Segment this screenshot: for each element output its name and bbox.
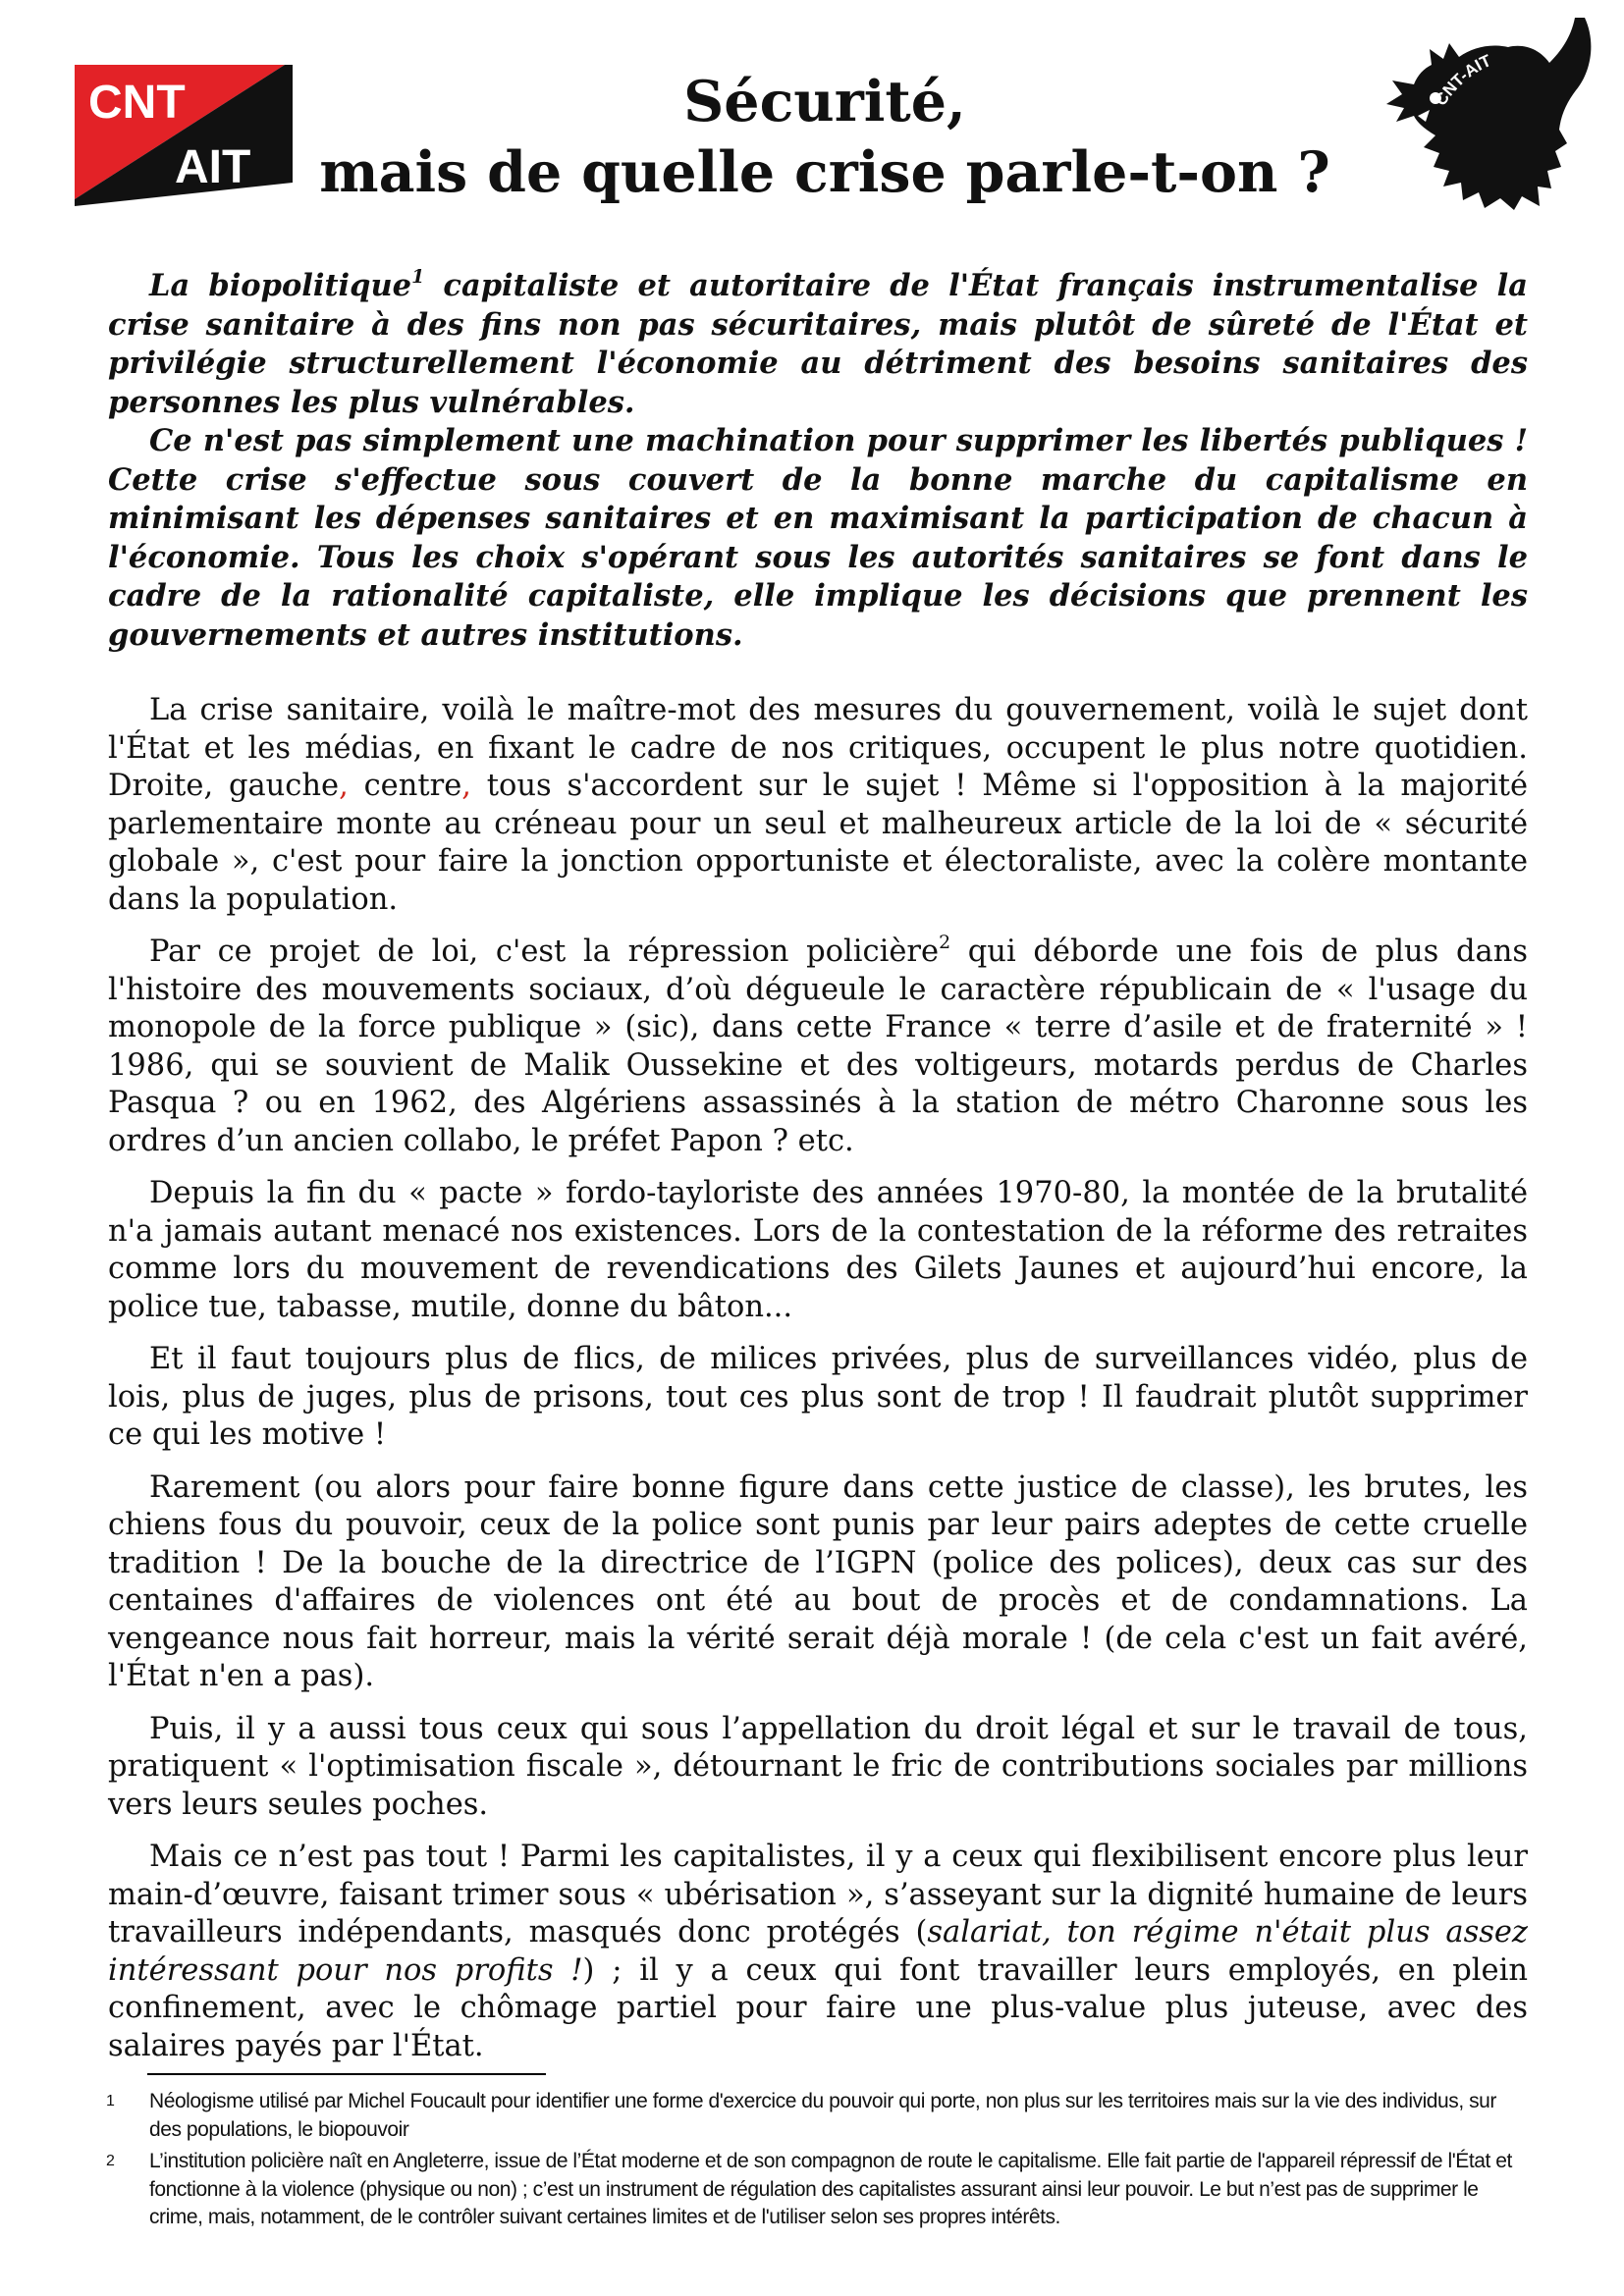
body-text: Par ce projet de loi, c'est la répression policière bbox=[149, 934, 940, 969]
body-paragraph-3: Depuis la fin du « pacte » fordo-tayloriste des années 1970-80, la montée de la brutalité n'a jamais autant menacé nos existences. Lors de la contestation de la réforme des retraites comme lors du mouvement de revendications des Gilets Jaunes et aujourd’hui encore, la police tue, tabasse, mutile, donne du bâton... bbox=[108, 1176, 1528, 1324]
highlighted-comma: , bbox=[339, 769, 349, 803]
body-paragraph-2 bbox=[108, 931, 1528, 1160]
footnote-1 bbox=[106, 2088, 1532, 2144]
cat-silhouette bbox=[1386, 18, 1591, 210]
page-title bbox=[295, 67, 1355, 208]
highlighted-comma: , bbox=[461, 769, 471, 803]
footnotes bbox=[106, 2088, 1532, 2236]
body-text: ) ; il y a ceux qui font travailler leurs employés, en plein confinement, avec le chômage partiel pour faire une plus-value plus juteuse, avec des salaires payés par l'État. bbox=[108, 1952, 1528, 2063]
body-paragraph-7 bbox=[108, 1839, 1528, 2065]
body-emphasis: salariat, ton régime n'était plus assez intéressant pour nos profits ! bbox=[108, 1915, 1528, 1988]
footnote-number: 2 bbox=[106, 2153, 115, 2169]
body-paragraph-1 bbox=[108, 692, 1528, 919]
title-line-1: Sécurité, bbox=[683, 69, 966, 134]
article-content bbox=[108, 267, 1528, 2080]
footnote-2 bbox=[106, 2148, 1532, 2232]
footnote-ref-2: 2 bbox=[939, 931, 951, 953]
intro-text: capitaliste et autoritaire de l'État français instrumentalise la crise sanitaire à des fins non pas sécuritaires, mais plutôt de sûreté de l'État et privilégie structurellement l'économie au détriment des besoins sanitaires des personnes les plus vulnérables. bbox=[108, 268, 1529, 420]
body-text: La crise sanitaire, voilà le maître-mot des mesures du gouvernement, voilà le sujet dont l'État et les médias, en fixant le cadre de nos critiques, occupent le plus notre quotidien. Droite, gauche bbox=[108, 693, 1528, 803]
body-paragraph-5: Rarement (ou alors pour faire bonne figure dans cette justice de classe), les brutes, les chiens fous du pouvoir, ceux de la police sont punis par leur pairs adeptes de cette cruelle tradition ! De la bouche de la directrice de l’IGPN (police des polices), deux cas sur des centaines d'affaires de violences ont été au bout de procès et de condamnations. La vengeance nous fait horreur, mais la vérité serait déjà morale ! (de cela c'est un fait avéré, l'État n'en a pas). bbox=[108, 1469, 1528, 1693]
body-text: Mais ce n’est pas tout ! Parmi les capitalistes, il y a ceux qui flexibilisent encore plus leur main-d’œuvre, faisant trimer sous « ubérisation », s’asseyant sur la dignité humaine de leurs travailleurs indépendants, masqués donc protégés ( bbox=[108, 1840, 1528, 1949]
logo-text-ait: AIT bbox=[175, 141, 251, 193]
footnote-ref-1: 1 bbox=[411, 265, 425, 288]
title-line-2: mais de quelle crise parle-t-on ? bbox=[319, 139, 1330, 205]
logo-text-cnt: CNT bbox=[88, 77, 186, 129]
cat-arc-text: CNT-AIT bbox=[1431, 51, 1494, 110]
footnote-number: 1 bbox=[106, 2093, 115, 2109]
intro-paragraph-2: Ce n'est pas simplement une machination pour supprimer les libertés publiques ! Cette crise s'effectue sous couvert de la bonne marche du capitalisme en minimisant les dépenses sanitaires et en maximisant la participation de chacun à l'économie. Tous les choix s'opérant sous les autorités sanitaires se font dans le cadre de la rationalité capitaliste, elle implique les décisions que prennent les gouvernements et autres institutions. bbox=[108, 423, 1528, 653]
footnote-separator bbox=[147, 2073, 546, 2075]
cnt-ait-flag-logo bbox=[75, 57, 293, 206]
intro-block bbox=[108, 267, 1528, 655]
intro-text: La biopolitique bbox=[149, 268, 412, 303]
body-text: centre bbox=[348, 769, 462, 803]
footnote-text: Néologisme utilisé par Michel Foucault pour identifier une forme d'exercice du pouvoir qui porte, non plus sur les territoires mais sur la vie des individus, sur des populations, le biopouvoir bbox=[149, 2090, 1496, 2141]
body-block bbox=[108, 692, 1528, 2065]
body-paragraph-4: Et il faut toujours plus de flics, de milices privées, plus de surveillances vidéo, plus de lois, plus de juges, plus de prisons, tout ces plus sont de trop ! Il faudrait plutôt supprimer ce qui les motive ! bbox=[108, 1342, 1528, 1452]
intro-paragraph-1 bbox=[108, 267, 1528, 422]
footnote-text: L’institution policière naît en Angleterre, issue de l’État moderne et de son compagnon de route le capitalisme. Elle fait partie de l'appareil répressif de l'État et fonctionne à la violence (physique ou non) ; c’est un instrument de régulation des capitalistes assurant ainsi leur pouvoir. Le but n’est pas de supprimer le crime, mais, notamment, de le contrôler suivant certaines limites et de l'utiliser selon ses propres intérêts. bbox=[149, 2150, 1512, 2228]
body-text: tous s'accordent sur le sujet ! Même si l'opposition à la majorité parlementaire monte au créneau pour un seul et malheureux article de la loi de « sécurité globale », c'est pour faire la jonction opportuniste et électoraliste, avec la colère montante dans la population. bbox=[108, 769, 1528, 917]
black-cat-icon bbox=[1375, 14, 1600, 220]
body-text: qui déborde une fois de plus dans l'histoire des mouvements sociaux, d’où dégueule le caractère républicain de « l'usage du monopole de la force publique » (sic), dans cette France « terre d’asile et de fraternité » ! 1986, qui se souvient de Malik Oussekine et des voltigeurs, motards perdus de Charles Pasqua ? ou en 1962, des Algériens assassinés à la station de métro Charonne sous les ordres d’un ancien collabo, le préfet Papon ? etc. bbox=[108, 934, 1528, 1158]
body-paragraph-6: Puis, il y a aussi tous ceux qui sous l’appellation du droit légal et sur le travail de tous, pratiquent « l'optimisation fiscale », détournant le fric de contributions sociales par millions vers leurs seules poches. bbox=[108, 1711, 1528, 1822]
